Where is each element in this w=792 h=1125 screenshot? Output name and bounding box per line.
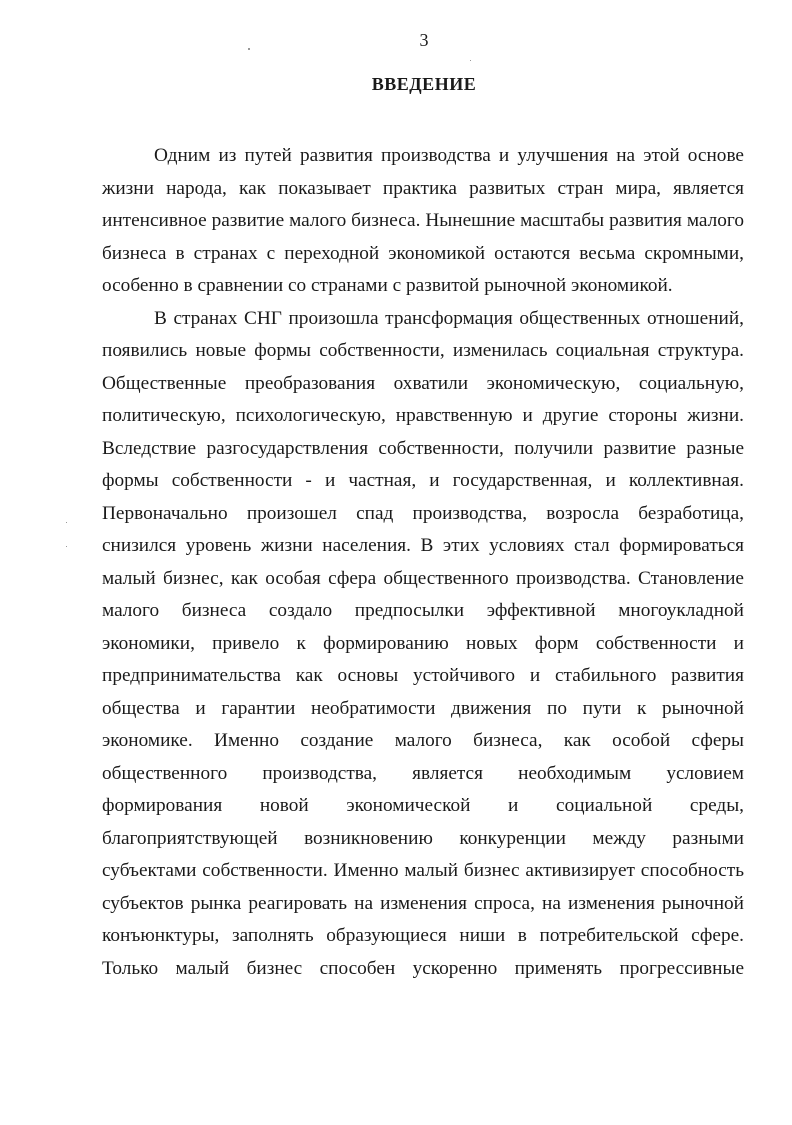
- text-line: бизнеса в странах с переходной экономикой остаются весьма скромными,: [102, 242, 744, 264]
- text-line: жизни народа, как показывает практика развитых стран мира, является: [102, 177, 744, 199]
- text-line: предпринимательства как основы устойчивого и стабильного развития: [102, 665, 744, 686]
- text-line: Общественные преобразования охватили экономическую, социальную,: [102, 372, 744, 394]
- text-line: Только малый бизнес способен ускоренно применять прогрессивные: [102, 957, 744, 979]
- page-number: 3: [419, 30, 429, 50]
- text-line: формы собственности - и частная, и государственная, и коллективная.: [102, 470, 744, 491]
- scan-speck: [66, 546, 67, 547]
- paragraph-1: [102, 140, 744, 303]
- text-line: Вследствие разгосударствления собственности, получили развитие разные: [102, 437, 744, 459]
- scan-speck: [66, 522, 67, 523]
- text-line: экономике. Именно создание малого бизнеса, как особой сферы: [102, 730, 744, 751]
- scan-speck: [248, 48, 250, 50]
- text-line: малого бизнеса создало предпосылки эффективной многоукладной: [102, 600, 744, 621]
- text-line: общества и гарантии необратимости движения по пути к рыночной: [102, 697, 744, 719]
- text-line: появились новые формы собственности, изменилась социальная структура.: [102, 340, 744, 361]
- text-line: экономики, привело к формированию новых форм собственности и: [102, 632, 744, 654]
- text-line: малый бизнес, как особая сфера общественного производства. Становление: [102, 567, 744, 589]
- text-line: интенсивное развитие малого бизнеса. Нынешние масштабы развития малого: [102, 210, 744, 231]
- text-line: субъектами собственности. Именно малый бизнес активизирует способность: [102, 860, 744, 881]
- scan-speck: [470, 60, 471, 61]
- text-line: Одним из путей развития производства и улучшения на этой основе: [154, 145, 744, 166]
- text-line: особенно в сравнении со странами с развитой рыночной экономикой.: [102, 275, 673, 296]
- body-text: [102, 140, 744, 985]
- paragraph-2: [102, 303, 744, 986]
- text-line: субъектов рынка реагировать на изменения спроса, на изменения рыночной: [102, 892, 744, 914]
- text-line: благоприятствующей возникновению конкуренции между разными: [102, 827, 744, 849]
- text-line: Первоначально произошел спад производства, возросла безработица,: [102, 502, 744, 524]
- text-line: В странах СНГ произошла трансформация общественных отношений,: [154, 307, 744, 329]
- text-line: политическую, психологическую, нравственную и другие стороны жизни.: [102, 405, 744, 426]
- text-line: конъюнктуры, заполнять образующиеся ниши в потребительской сфере.: [102, 925, 744, 946]
- text-line: формирования новой экономической и социальной среды,: [102, 795, 744, 816]
- page-heading: ВВЕДЕНИЕ: [371, 74, 477, 94]
- text-line: снизился уровень жизни населения. В этих условиях стал формироваться: [102, 535, 744, 556]
- text-line: общественного производства, является необходимым условием: [102, 762, 744, 784]
